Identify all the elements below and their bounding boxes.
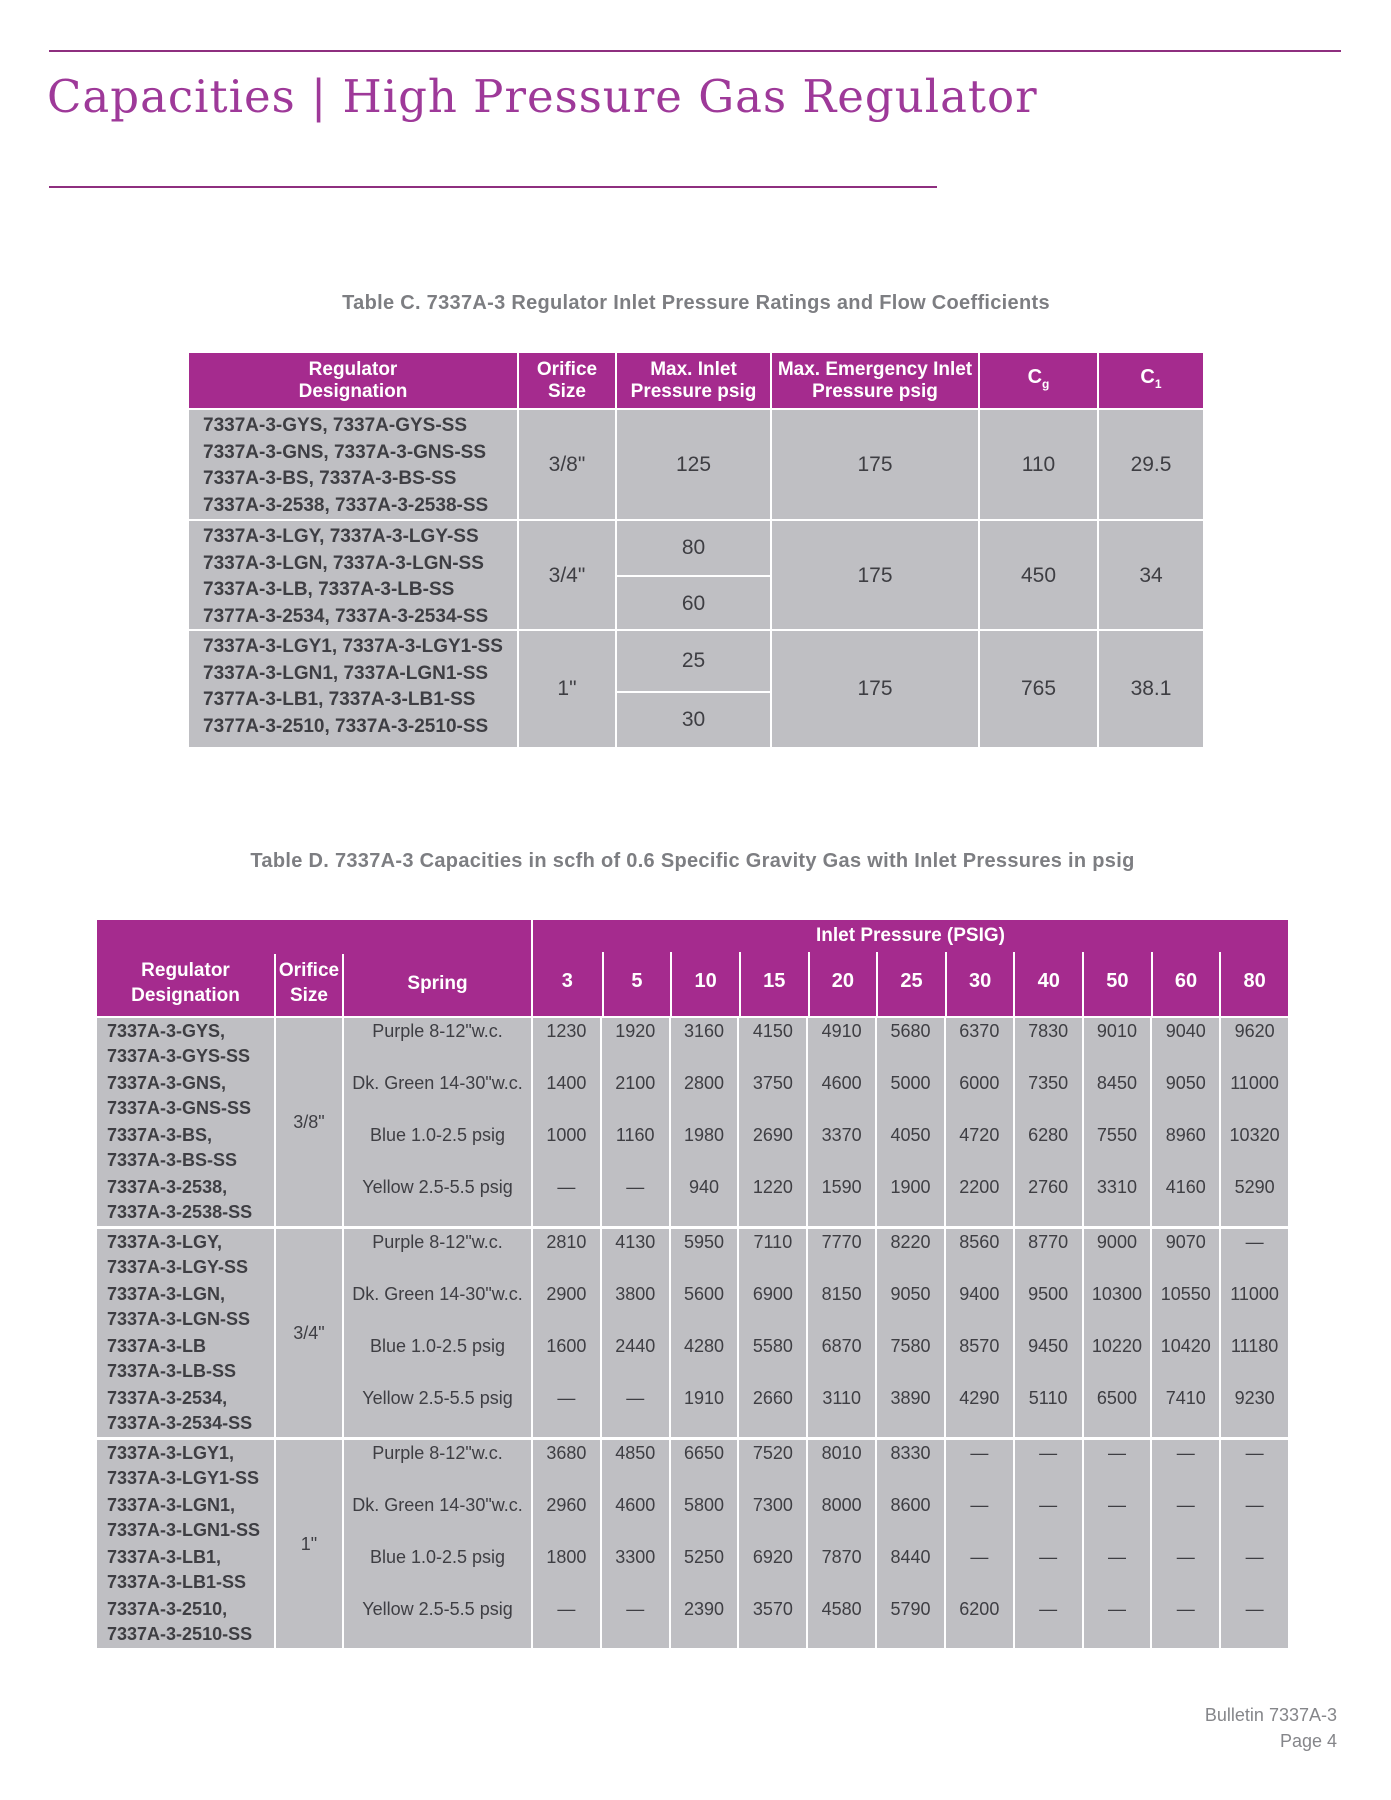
capacity-value-cell: 4910 (806, 1018, 875, 1070)
capacity-value-cell: 3310 (1082, 1174, 1151, 1226)
designation-line: 7337A-3-LGY1-SS (107, 1468, 260, 1488)
designation-line: 7337A-3-LB1-SS (107, 1572, 247, 1592)
designation-line: 7337A-3-LGY, (107, 1232, 223, 1252)
capacity-value-cell: 2100 (600, 1070, 669, 1122)
capacity-value-cell: 9010 (1082, 1018, 1151, 1070)
designation-cell (189, 521, 517, 630)
capacity-value-cell: — (1082, 1544, 1151, 1596)
capacity-value-cell: 6920 (737, 1544, 806, 1596)
capacity-value-cell: 1910 (669, 1385, 738, 1437)
capacity-value-cell: 3300 (600, 1544, 669, 1596)
header-line: Regulator (308, 358, 398, 380)
spring-cell: Blue 1.0-2.5 psig (342, 1333, 531, 1385)
table-d-header-spring (344, 920, 531, 1016)
table-c-row (189, 629, 1203, 747)
coefficient-symbol: $C_1$ (1140, 366, 1162, 391)
designation-line: 7337A-3-2510, (107, 1599, 228, 1619)
capacity-value-cell: 2810 (531, 1229, 600, 1281)
designation-cell (97, 1229, 274, 1281)
max-inlet-pressure-cell (615, 410, 770, 519)
capacity-value-cell: — (1082, 1440, 1151, 1492)
capacity-value-cell: 1800 (531, 1544, 600, 1596)
capacity-value-cell: 2760 (1013, 1174, 1082, 1226)
table-c-header-designation (189, 353, 517, 408)
coefficient-subscript: 1 (1154, 377, 1162, 391)
orifice-size-cell: 1" (517, 631, 615, 747)
designation-cell (97, 1174, 274, 1226)
table-d-header-designation (97, 920, 274, 1016)
capacity-value-cell: 1980 (669, 1122, 738, 1174)
table-d-header-left (97, 920, 531, 1016)
capacity-value-cell: 5290 (1219, 1174, 1288, 1226)
designation-cell (189, 410, 517, 519)
designation-line: 7337A-3-2538, (107, 1177, 228, 1197)
pressure-column-header: 80 (1219, 952, 1288, 1016)
c1-value-cell: 34 (1097, 521, 1203, 630)
capacity-value-cell: — (1219, 1596, 1288, 1648)
spring-cell: Purple 8-12"w.c. (342, 1229, 531, 1281)
table-c-row (189, 408, 1203, 519)
pressure-column-header: 40 (1013, 952, 1082, 1016)
capacity-value-cell: 4160 (1150, 1174, 1219, 1226)
designation-line: 7337A-3-LGY1, 7337A-3-LGY1-SS (203, 636, 503, 657)
table-c-header-max-emergency (770, 353, 978, 408)
capacity-value-cell: 7550 (1082, 1122, 1151, 1174)
capacity-value-cell: 4580 (806, 1596, 875, 1648)
capacity-value-cell: 4850 (600, 1440, 669, 1492)
designation-cell (97, 1333, 274, 1385)
capacity-value-cell: 1220 (737, 1174, 806, 1226)
capacity-value-cell: 3110 (806, 1385, 875, 1437)
designation-line: 7337A-3-LB, 7337A-3-LB-SS (203, 579, 455, 600)
designation-cell (97, 1596, 274, 1648)
capacity-value-cell: 8330 (875, 1440, 944, 1492)
capacity-value-cell: 9000 (1082, 1229, 1151, 1281)
designation-line: 7337A-3-LGY1, (107, 1443, 235, 1463)
spring-cell: Dk. Green 14-30"w.c. (342, 1281, 531, 1333)
capacity-value-cell: 5800 (669, 1492, 738, 1544)
capacity-value-cell: — (600, 1596, 669, 1648)
designation-line: 7337A-3-GNS, (107, 1073, 227, 1093)
designation-line: 7337A-3-LB (107, 1336, 207, 1356)
capacity-value-cell: 6280 (1013, 1122, 1082, 1174)
cg-value-cell: 765 (978, 631, 1097, 747)
capacity-value-cell: 5000 (875, 1070, 944, 1122)
capacity-value-cell: 2800 (669, 1070, 738, 1122)
designation-line: 7337A-3-LGN1-SS (107, 1520, 261, 1540)
orifice-size-cell: 3/8" (517, 410, 615, 519)
designation-cell (97, 1281, 274, 1333)
c1-value-cell: 38.1 (1097, 631, 1203, 747)
table-d-header-orifice (276, 920, 342, 1016)
orifice-size-cell: 3/4" (517, 521, 615, 630)
designation-line: 7337A-3-2510-SS (107, 1624, 253, 1644)
spring-cell: Yellow 2.5-5.5 psig (342, 1596, 531, 1648)
designation-line: 7377A-3-2510, 7337A-3-2510-SS (203, 715, 489, 737)
capacity-value-cell: 3800 (600, 1281, 669, 1333)
designation-cell (97, 1492, 274, 1544)
capacity-value-cell: 1920 (600, 1018, 669, 1070)
capacity-value-cell: 9450 (1013, 1333, 1082, 1385)
designation-line: 7337A-3-LGN1, (107, 1495, 236, 1515)
designation-line: 7337A-3-LGN1, 7337A-LGN1-SS (203, 662, 489, 684)
pressure-column-header: 60 (1151, 952, 1220, 1016)
capacity-value-cell: 9620 (1219, 1018, 1288, 1070)
footer-bulletin-number: Bulletin 7337A-3 (1204, 1705, 1337, 1725)
orifice-size-label: 3/4" (293, 1322, 325, 1343)
capacity-value-cell: — (1219, 1492, 1288, 1544)
spring-cell: Yellow 2.5-5.5 psig (342, 1174, 531, 1226)
header-line: Pressure psig (812, 380, 938, 402)
capacity-value-cell: 8960 (1150, 1122, 1219, 1174)
capacity-value-cell: 2200 (944, 1174, 1013, 1226)
spring-cell: Dk. Green 14-30"w.c. (342, 1070, 531, 1122)
table-c-header-c1 (1097, 353, 1203, 408)
capacity-value-cell: 8450 (1082, 1070, 1151, 1122)
designation-cell (97, 1070, 274, 1122)
capacity-value-cell: 5680 (875, 1018, 944, 1070)
capacity-value-cell: 6900 (737, 1281, 806, 1333)
orifice-size-label: 3/8" (293, 1111, 325, 1132)
capacity-value-cell: — (944, 1492, 1013, 1544)
max-emergency-pressure-cell: 175 (770, 410, 978, 519)
capacity-value-cell: 7870 (806, 1544, 875, 1596)
capacity-value-cell: 1400 (531, 1070, 600, 1122)
capacity-value-cell: — (1150, 1596, 1219, 1648)
capacity-value-cell: 4600 (600, 1492, 669, 1544)
capacity-value-cell: 1230 (531, 1018, 600, 1070)
capacity-value-cell: 4150 (737, 1018, 806, 1070)
capacity-value-cell: — (1219, 1544, 1288, 1596)
header-line: Orifice (536, 358, 598, 380)
capacity-value-cell: — (1219, 1229, 1288, 1281)
capacity-value-cell: 7580 (875, 1333, 944, 1385)
table-d-orifice-group (97, 1440, 1288, 1648)
capacity-value-cell: 8770 (1013, 1229, 1082, 1281)
capacity-value-cell: 3160 (669, 1018, 738, 1070)
pressure-column-header: 50 (1082, 952, 1151, 1016)
designation-line: 7337A-3-LGY, 7337A-3-LGY-SS (203, 526, 479, 547)
capacity-value-cell: 9050 (875, 1281, 944, 1333)
capacity-value-cell: 1590 (806, 1174, 875, 1226)
capacity-value-cell: — (600, 1174, 669, 1226)
capacity-value-cell: 9400 (944, 1281, 1013, 1333)
page-title: Capacities | High Pressure Gas Regulator (47, 70, 1038, 123)
capacity-value-cell: — (1013, 1596, 1082, 1648)
designation-line: 7337A-3-LGN, 7337A-3-LGN-SS (203, 552, 484, 574)
spring-cell: Dk. Green 14-30"w.c. (342, 1492, 531, 1544)
designation-cell (97, 1018, 274, 1070)
capacity-value-cell: 5950 (669, 1229, 738, 1281)
capacity-value-cell: 9040 (1150, 1018, 1219, 1070)
capacity-value-cell: 6870 (806, 1333, 875, 1385)
capacity-value-cell: 4130 (600, 1229, 669, 1281)
capacity-value-cell: — (1013, 1544, 1082, 1596)
designation-line: 7337A-3-2534-SS (107, 1413, 253, 1433)
designation-cell (189, 631, 517, 747)
capacity-value-cell: 10320 (1219, 1122, 1288, 1174)
designation-cell (97, 1544, 274, 1596)
capacity-value-cell: 7350 (1013, 1070, 1082, 1122)
capacity-value-cell: — (531, 1174, 600, 1226)
inlet-pressure-psig-header: Inlet Pressure (PSIG) (815, 925, 1005, 946)
table-d-header-right (533, 920, 1288, 1016)
capacity-value-cell: 2690 (737, 1122, 806, 1174)
capacity-value-cell: 4600 (806, 1070, 875, 1122)
designation-line: 7377A-3-2534, 7337A-3-2534-SS (203, 605, 489, 627)
capacity-value-cell: 10300 (1082, 1281, 1151, 1333)
capacity-value-cell: 11000 (1219, 1070, 1288, 1122)
header-line: Max. Emergency Inlet (777, 358, 973, 380)
capacity-value-cell: — (1150, 1544, 1219, 1596)
header-line: Size (289, 985, 329, 1006)
capacity-value-cell: 9500 (1013, 1281, 1082, 1333)
capacity-value-cell: 11000 (1219, 1281, 1288, 1333)
capacity-value-cell: 7770 (806, 1229, 875, 1281)
max-inlet-value: 60 (681, 591, 706, 615)
capacity-value-cell: 2900 (531, 1281, 600, 1333)
capacity-value-cell: 4050 (875, 1122, 944, 1174)
capacity-value-cell: 5250 (669, 1544, 738, 1596)
header-line: Size (547, 380, 587, 402)
coefficient-subscript: g (1042, 377, 1050, 391)
designation-line: 7337A-3-LB-SS (107, 1361, 237, 1381)
capacity-value-cell: 5790 (875, 1596, 944, 1648)
capacity-value-cell: 10220 (1082, 1333, 1151, 1385)
max-emergency-pressure-cell: 175 (770, 631, 978, 747)
max-inlet-value: 25 (681, 649, 706, 672)
capacity-value-cell: 3570 (737, 1596, 806, 1648)
capacity-value-cell: 7110 (737, 1229, 806, 1281)
max-emergency-pressure-cell: 175 (770, 521, 978, 630)
capacity-value-cell: 3680 (531, 1440, 600, 1492)
capacity-value-cell: 6650 (669, 1440, 738, 1492)
capacity-value-cell: 10550 (1150, 1281, 1219, 1333)
capacity-value-cell: 1160 (600, 1122, 669, 1174)
capacity-value-cell: 9070 (1150, 1229, 1219, 1281)
table-c-caption: Table C. 7337A-3 Regulator Inlet Pressure Ratings and Flow Coefficients (342, 292, 1050, 314)
designation-line: 7337A-3-2538, 7337A-3-2538-SS (203, 494, 489, 516)
capacity-value-cell: 2660 (737, 1385, 806, 1437)
designation-cell (97, 1440, 274, 1492)
capacity-value-cell: 7520 (737, 1440, 806, 1492)
top-rule (49, 50, 1341, 52)
designation-line: 7337A-3-LGY-SS (107, 1257, 249, 1277)
designation-line: 7337A-3-BS, (107, 1125, 213, 1145)
capacity-value-cell: 1900 (875, 1174, 944, 1226)
capacity-value-cell: 8600 (875, 1492, 944, 1544)
capacity-value-cell: 5580 (737, 1333, 806, 1385)
header-line: Max. Inlet (650, 358, 737, 380)
table-c-header-row (189, 353, 1203, 408)
capacity-value-cell: — (1082, 1596, 1151, 1648)
capacity-value-cell: — (1082, 1492, 1151, 1544)
designation-line: 7337A-3-LB1, (107, 1547, 222, 1567)
header-line: Pressure psig (630, 380, 757, 402)
spring-cell: Blue 1.0-2.5 psig (342, 1122, 531, 1174)
capacity-value-cell: 8000 (806, 1492, 875, 1544)
pressure-column-header: 20 (808, 952, 877, 1016)
designation-line: 7337A-3-2538-SS (107, 1202, 253, 1222)
capacity-value-cell: — (531, 1385, 600, 1437)
table-c-header-cg (978, 353, 1097, 408)
capacity-value-cell: 8010 (806, 1440, 875, 1492)
header-line: Orifice (278, 960, 340, 981)
capacity-value-cell: 4720 (944, 1122, 1013, 1174)
designation-line: 7337A-3-GYS-SS (107, 1046, 251, 1066)
max-inlet-pressure-cell (615, 521, 770, 630)
capacity-value-cell: 2960 (531, 1492, 600, 1544)
table-d-header-row (97, 920, 1288, 1016)
pressure-column-headers (533, 952, 1288, 1016)
capacity-value-cell: — (1013, 1440, 1082, 1492)
designation-line: 7337A-3-2534, (107, 1388, 228, 1408)
capacity-value-cell: 11180 (1219, 1333, 1288, 1385)
capacity-value-cell: — (531, 1596, 600, 1648)
capacity-value-cell: — (944, 1440, 1013, 1492)
capacity-value-cell: 7300 (737, 1492, 806, 1544)
pressure-column-header: 5 (602, 952, 671, 1016)
table-c-row (189, 519, 1203, 629)
max-inlet-value: 30 (681, 708, 706, 731)
table-c (189, 353, 1203, 747)
coefficient-symbol: $C_g$ (1027, 366, 1050, 391)
designation-line: 7337A-3-GYS, 7337A-GYS-SS (203, 415, 468, 436)
capacity-value-cell: 3370 (806, 1122, 875, 1174)
capacity-value-cell: 9050 (1150, 1070, 1219, 1122)
capacity-value-cell: — (1219, 1440, 1288, 1492)
designation-line: 7337A-3-LGN, (107, 1284, 226, 1304)
cg-value-cell: 110 (978, 410, 1097, 519)
capacity-value-cell: 5110 (1013, 1385, 1082, 1437)
capacity-value-cell: 1000 (531, 1122, 600, 1174)
capacity-value-cell: 6500 (1082, 1385, 1151, 1437)
capacity-value-cell: 8570 (944, 1333, 1013, 1385)
capacity-value-cell: 7830 (1013, 1018, 1082, 1070)
cg-value-cell: 450 (978, 521, 1097, 630)
capacity-value-cell: 4290 (944, 1385, 1013, 1437)
capacity-value-cell: 1600 (531, 1333, 600, 1385)
table-d (97, 920, 1288, 1648)
header-line: Spring (407, 972, 468, 994)
capacity-value-cell: — (1013, 1492, 1082, 1544)
capacity-value-cell: 10420 (1150, 1333, 1219, 1385)
table-c-header-orifice (517, 353, 615, 408)
spring-cell: Purple 8-12"w.c. (342, 1440, 531, 1492)
designation-line: 7377A-3-LB1, 7337A-3-LB1-SS (203, 689, 476, 710)
pressure-column-header: 10 (670, 952, 739, 1016)
max-inlet-value: 125 (675, 452, 712, 476)
capacity-value-cell: 7410 (1150, 1385, 1219, 1437)
pressure-column-header: 3 (561, 969, 573, 992)
pressure-column-header: 30 (945, 952, 1014, 1016)
capacity-value-cell: 8150 (806, 1281, 875, 1333)
capacity-value-cell: 9230 (1219, 1385, 1288, 1437)
capacity-value-cell: 2390 (669, 1596, 738, 1648)
table-d-caption: Table D. 7337A-3 Capacities in scfh of 0.6 Specific Gravity Gas with Inlet Pressures in psig (250, 850, 1135, 872)
designation-line: 7337A-3-GNS, 7337A-3-GNS-SS (203, 441, 486, 463)
max-inlet-value: 80 (681, 536, 706, 559)
capacity-value-cell: 3750 (737, 1070, 806, 1122)
capacity-value-cell: 5600 (669, 1281, 738, 1333)
spring-cell: Purple 8-12"w.c. (342, 1018, 531, 1070)
capacity-value-cell: 6370 (944, 1018, 1013, 1070)
spring-cell: Blue 1.0-2.5 psig (342, 1544, 531, 1596)
pressure-column-header: 25 (876, 952, 945, 1016)
capacity-value-cell: 940 (669, 1174, 738, 1226)
designation-line: 7337A-3-BS, 7337A-3-BS-SS (203, 468, 457, 489)
capacity-value-cell: — (944, 1544, 1013, 1596)
footer-page-number: Page 4 (1279, 1731, 1337, 1751)
designation-line: 7337A-3-LGN-SS (107, 1309, 251, 1329)
capacity-value-cell: — (600, 1385, 669, 1437)
page-footer (1205, 1702, 1337, 1754)
title-underline-rule (49, 186, 937, 188)
header-line: Regulator (141, 960, 230, 981)
pressure-column-header: 15 (739, 952, 808, 1016)
capacity-value-cell: — (1150, 1492, 1219, 1544)
header-line: Designation (131, 985, 240, 1006)
designation-line: 7337A-3-GYS, (107, 1021, 226, 1041)
spring-cell: Yellow 2.5-5.5 psig (342, 1385, 531, 1437)
capacity-value-cell: 8440 (875, 1544, 944, 1596)
capacity-value-cell: 2440 (600, 1333, 669, 1385)
max-inlet-pressure-cell (615, 631, 770, 747)
table-c-header-max-inlet (615, 353, 770, 408)
capacity-value-cell: 3890 (875, 1385, 944, 1437)
capacity-value-cell: 8560 (944, 1229, 1013, 1281)
c1-value-cell: 29.5 (1097, 410, 1203, 519)
orifice-size-label: 1" (300, 1533, 318, 1554)
capacity-value-cell: — (1150, 1440, 1219, 1492)
designation-cell (97, 1122, 274, 1174)
table-d-orifice-group (97, 1018, 1288, 1226)
capacity-value-cell: 4280 (669, 1333, 738, 1385)
designation-line: 7337A-3-BS-SS (107, 1150, 238, 1170)
table-d-orifice-group (97, 1229, 1288, 1437)
capacity-value-cell: 6000 (944, 1070, 1013, 1122)
capacity-value-cell: 8220 (875, 1229, 944, 1281)
capacity-value-cell: 6200 (944, 1596, 1013, 1648)
designation-cell (97, 1385, 274, 1437)
header-line: Designation (298, 380, 408, 402)
designation-line: 7337A-3-GNS-SS (107, 1098, 252, 1118)
